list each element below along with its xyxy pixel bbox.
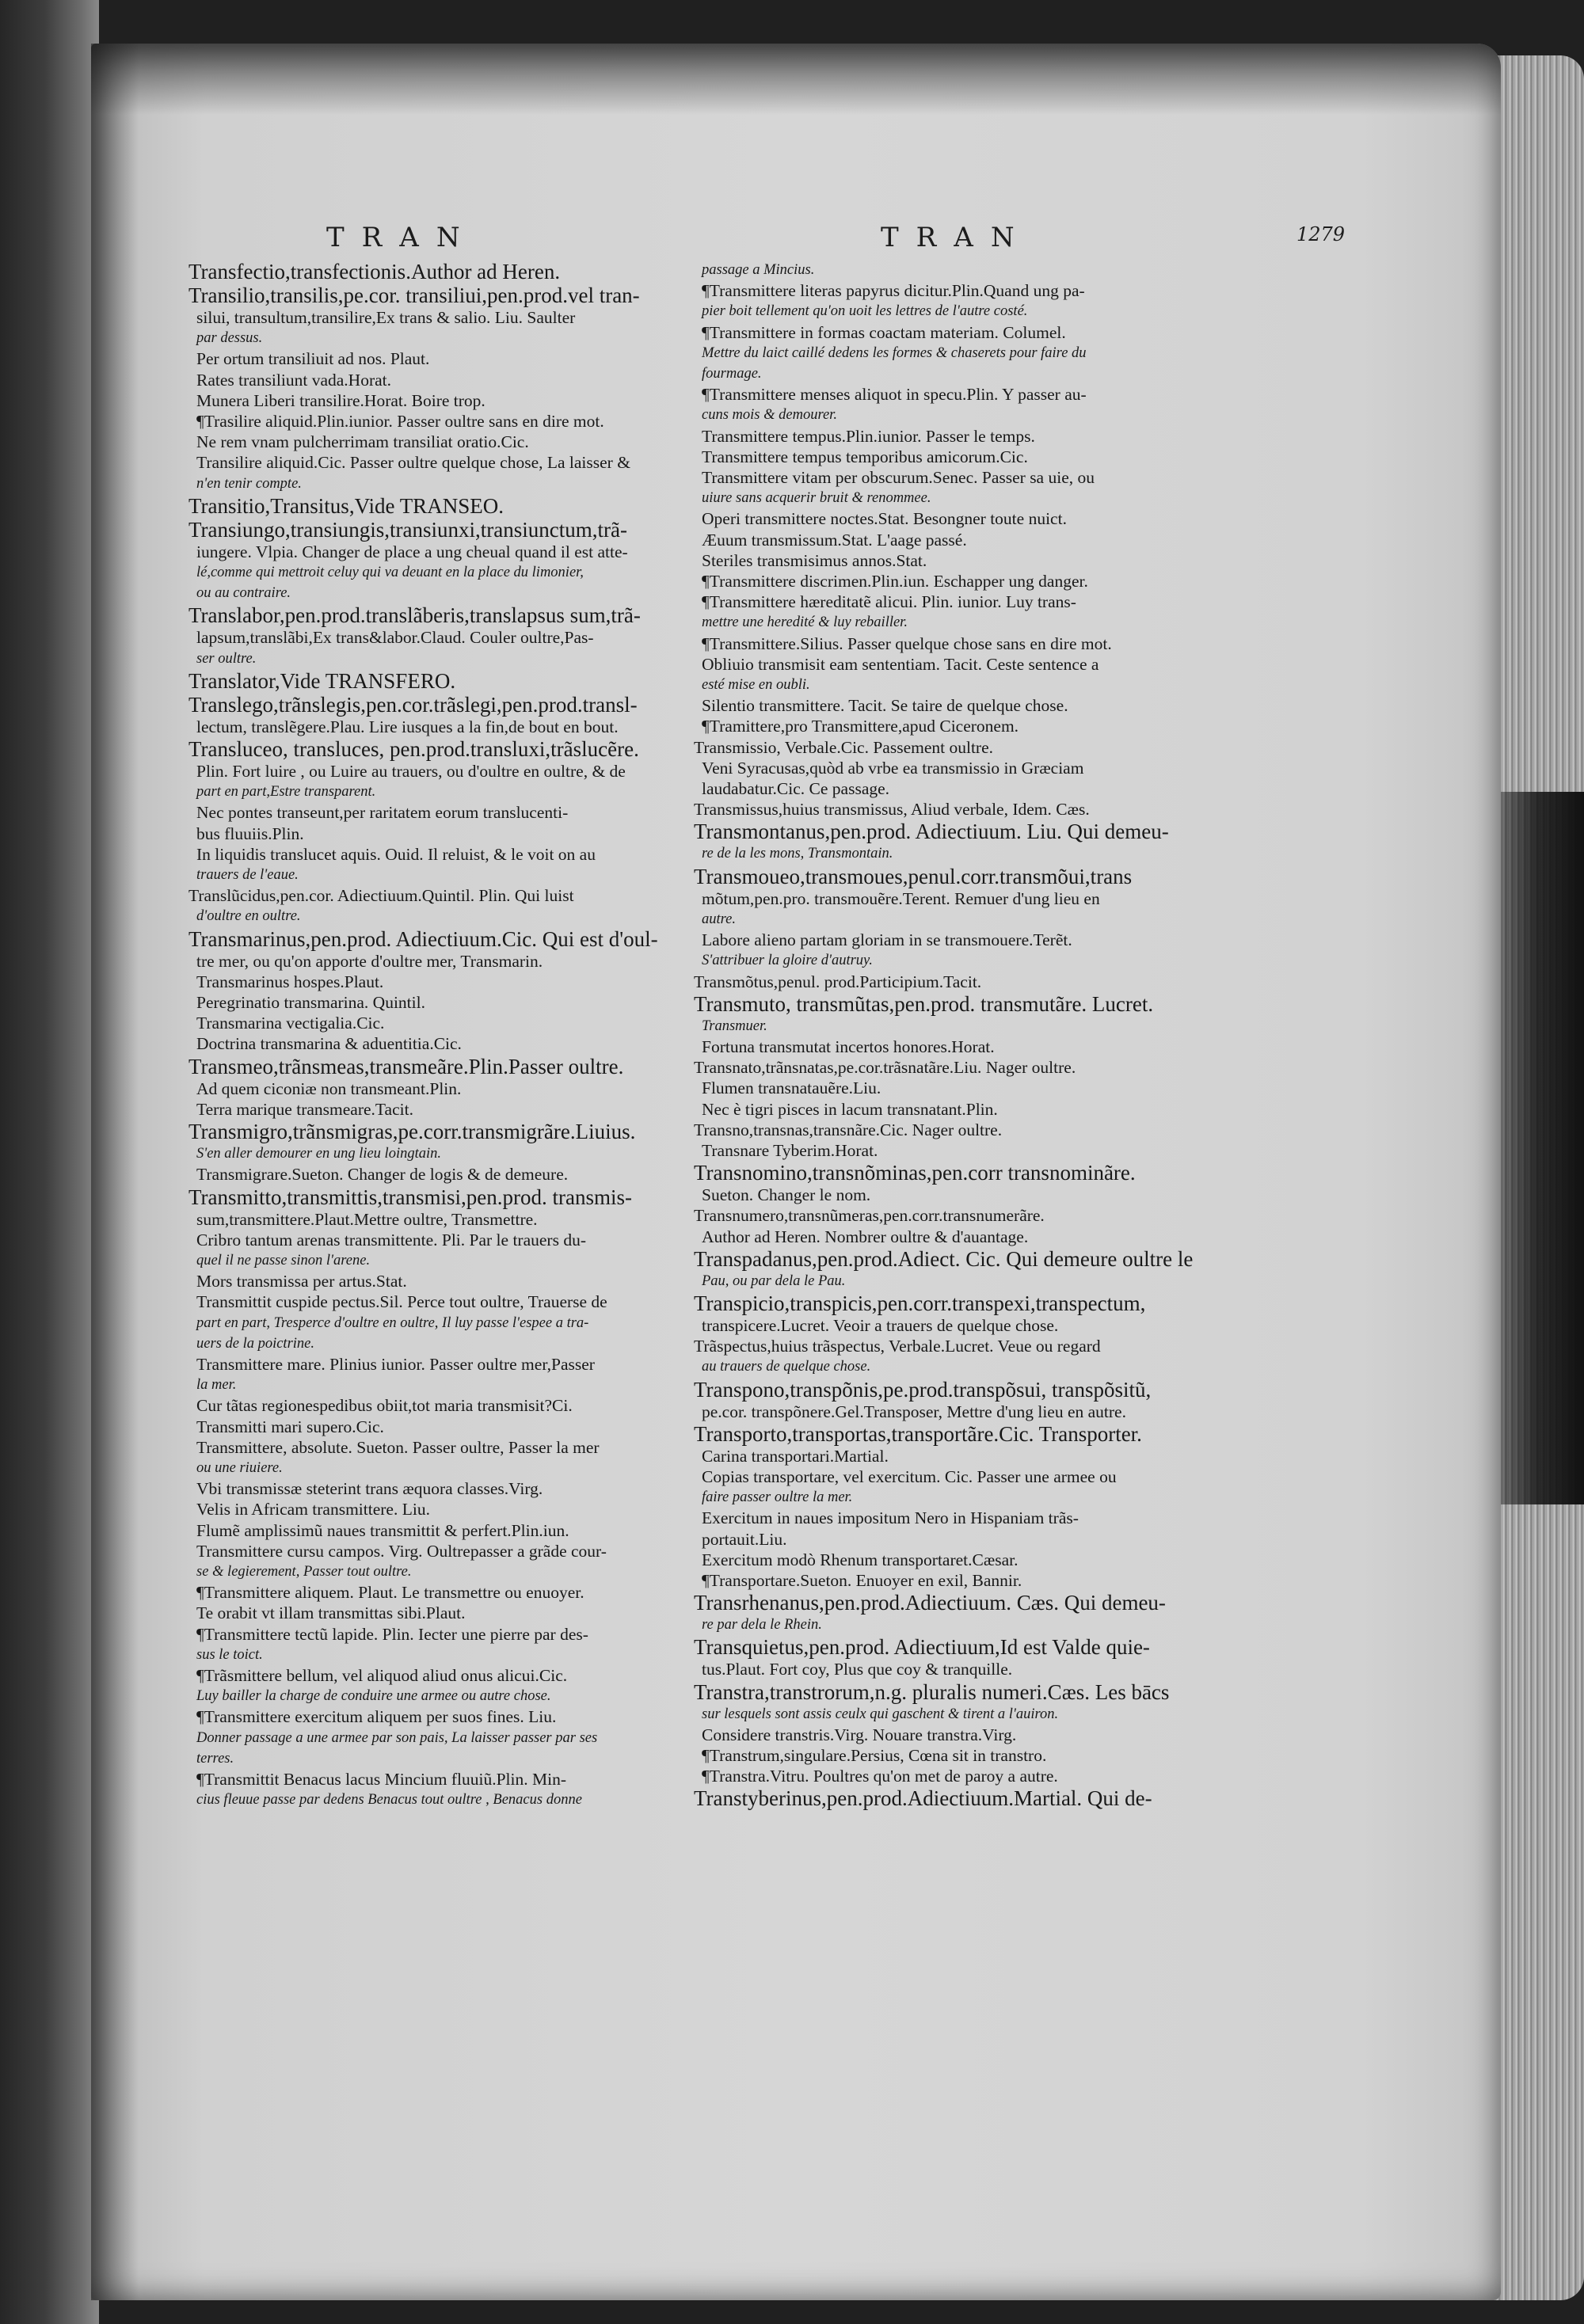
dictionary-line: esté mise en oubli.	[702, 677, 810, 694]
dictionary-line: bus fluuiis.Plin.	[196, 823, 304, 843]
dictionary-line: Cur tãtas regionespedibus obiit,tot maria transmisit?Ci.	[196, 1396, 573, 1416]
dictionary-line: Transrhenanus,pen.prod.Adiectiuum. Cæs. Qui demeu-	[694, 1591, 1166, 1615]
dictionary-line: Fortuna transmutat incertos honores.Horat.	[702, 1036, 995, 1056]
dictionary-line: Veni Syracusas,quòd ab vrbe ea transmissio in Græciam	[702, 758, 1084, 778]
dictionary-line: lé,comme qui mettroit celuy qui va deuant en la place du limonier,	[196, 565, 584, 581]
dictionary-line: Pau, ou par dela le Pau.	[702, 1272, 846, 1289]
dictionary-line: Transmittere vitam per obscurum.Senec. Passer sa uie, ou	[702, 468, 1095, 488]
running-head-left: TRAN	[326, 222, 478, 253]
dictionary-line: Trãspectus,huius trãspectus, Verbale.Lucret. Veue ou regard	[694, 1337, 1101, 1356]
dictionary-line: Transmarina vectigalia.Cic.	[196, 1014, 385, 1033]
dictionary-line: lapsum,translãbi,Ex trans&labor.Claud. Couler oultre,Pas-	[196, 628, 594, 648]
dictionary-line: Munera Liberi transilire.Horat. Boire trop.	[196, 390, 485, 410]
dictionary-line: Transtyberinus,pen.prod.Adiectiuum.Martial. Qui de-	[694, 1786, 1152, 1811]
dictionary-line: ¶Tramittere,pro Transmittere,apud Ciceronem.	[702, 717, 1019, 736]
dictionary-line: Velis in Africam transmittere. Liu.	[196, 1500, 430, 1520]
dictionary-line: Transnumero,transnũmeras,pen.corr.transnumerãre.	[694, 1206, 1045, 1226]
dictionary-line: Transmitto,transmittis,transmisi,pen.prod. transmis-	[188, 1185, 632, 1209]
dictionary-line: portauit.Liu.	[702, 1529, 787, 1549]
dictionary-line: Obliuio transmisit eam sententiam. Tacit. Ceste sentence a	[702, 654, 1099, 674]
dictionary-line: Transluceo, transluces, pen.prod.transluxi,trãslucẽre.	[188, 737, 639, 762]
dictionary-line: transpicere.Lucret. Veoir a trauers de quelque chose.	[702, 1315, 1059, 1335]
dictionary-line: Nec è tigri pisces in lacum transnatant.Plin.	[702, 1099, 998, 1119]
dictionary-line: Vbi transmissæ steterint trans æquora classes.Virg.	[196, 1479, 543, 1499]
dictionary-line: pier boit tellement qu'on uoit les lettres de l'autre costé.	[702, 303, 1028, 320]
dictionary-line: lectum, translẽgere.Plau. Lire iusques a la fin,de bout en bout.	[196, 717, 619, 736]
page-top-shadow	[91, 44, 1501, 115]
dictionary-line: uiure sans acquerir bruit & renommee.	[702, 490, 931, 507]
dictionary-line: ¶Transtrum,singulare.Persius, Cœna sit in transtro.	[702, 1745, 1047, 1765]
dictionary-line: Transtra,transtrorum,n.g. pluralis numeri.Cæs. Les bācs	[694, 1679, 1170, 1704]
dictionary-line: sum,transmittere.Plaut.Mettre oultre, Transmettre.	[196, 1209, 538, 1229]
dictionary-line: part en part, Trespercе d'oultre en oultre, Il luy passe l'espee a tra-	[196, 1314, 589, 1331]
dictionary-line: Transmittere tempus.Plin.iunior. Passer le temps.	[702, 426, 1035, 446]
dictionary-line: tus.Plaut. Fort coy, Plus que coy & tranquille.	[702, 1660, 1013, 1679]
dictionary-line: Rates transiliunt vada.Horat.	[196, 370, 391, 390]
dictionary-line: pe.cor. transpõnere.Gel.Transposer, Mettre d'ung lieu en autre.	[702, 1402, 1126, 1421]
dictionary-line: Ad quem ciconiæ non transmeant.Plin.	[196, 1078, 462, 1098]
dictionary-line: tre mer, ou qu'on apporte d'oultre mer, Transmarin.	[196, 951, 543, 971]
dictionary-line: iungere. Vlpia. Changer de place a ung cheual quand il est atte-	[196, 542, 628, 561]
dictionary-line: quel il ne passe sinon l'arene.	[196, 1252, 371, 1269]
dictionary-line: ou au contraire.	[196, 585, 291, 602]
dictionary-line: cius fleuue passe par dedens Benacus tout oultre , Benacus donne	[196, 1792, 582, 1809]
dictionary-line: ¶Trãsmittere bellum, vel aliquod aliud onus alicui.Cic.	[196, 1665, 568, 1685]
dictionary-line: Per ortum transiliuit ad nos. Plaut.	[196, 349, 430, 369]
dictionary-line: ¶Trasilire aliquid.Plin.iunior. Passer oultre sans en dire mot.	[196, 412, 604, 432]
dictionary-line: Transmuto, transmũtas,pen.prod. transmutãre. Lucret.	[694, 991, 1154, 1016]
dictionary-line: ¶Transmittit Benacus lacus Mincium fluuiũ.Plin. Min-	[196, 1769, 567, 1789]
dictionary-line: fourmage.	[702, 366, 762, 382]
dictionary-line: se & legierement, Passer tout oultre.	[196, 1563, 412, 1580]
dictionary-line: Transmittere cursu campos. Virg. Oultrepasser a grãde cour-	[196, 1541, 607, 1561]
dictionary-line: Silentio transmittere. Tacit. Se taire de quelque chose.	[702, 696, 1068, 716]
dictionary-line: trauers de l'eaue.	[196, 867, 299, 884]
dictionary-line: au trauers de quelque chose.	[702, 1359, 871, 1375]
dictionary-line: Doctrina transmarina & aduentitia.Cic.	[196, 1034, 462, 1054]
dictionary-line: Exercitum modò Rhenum transportaret.Cæsar.	[702, 1550, 1019, 1569]
dictionary-line: Considere transtris.Virg. Nouare transtra.Virg.	[702, 1725, 1017, 1744]
right-text-column	[694, 260, 1205, 1810]
dictionary-line: Translabor,pen.prod.translãberis,translapsus sum,trã-	[188, 603, 641, 628]
dictionary-line: laudabatur.Cic. Ce passage.	[702, 779, 890, 799]
dictionary-line: par dessus.	[196, 330, 263, 347]
dictionary-line: ¶Transmittere tectũ lapide. Plin. Iecter une pierre par des-	[196, 1624, 588, 1644]
dictionary-line: Mettre du laict caillé dedens les formes & chaserets pour faire du	[702, 344, 1087, 361]
dictionary-line: passage a Mincius.	[702, 262, 815, 278]
dictionary-line: Terra marique transmeare.Tacit.	[196, 1099, 413, 1119]
dictionary-line: ¶Transmittere discrimen.Plin.iun. Eschapper ung danger.	[702, 572, 1088, 591]
dictionary-line: Transmõtus,penul. prod.Participium.Tacit.	[694, 972, 982, 991]
dictionary-line: Nec pontes transeunt,per raritatem eorum translucenti-	[196, 803, 569, 823]
dictionary-line: Transilire aliquid.Cic. Passer oultre quelque chose, La laisser &	[196, 453, 630, 473]
dictionary-line: Transnare Tyberim.Horat.	[702, 1140, 878, 1160]
facing-page-edge	[0, 0, 99, 2324]
dictionary-line: Transpadanus,pen.prod.Adiect. Cic. Qui demeure oultre le	[694, 1246, 1194, 1271]
dictionary-line: Ne rem vnam pulcherrimam transiliat oratio.Cic.	[196, 432, 529, 452]
dictionary-line: Transiungo,transiungis,transiunxi,transiunctum,trã-	[188, 517, 627, 542]
dictionary-line: autre.	[702, 911, 736, 927]
dictionary-line: Transpicio,transpicis,pen.corr.transpexi,transpectum,	[694, 1291, 1146, 1315]
dictionary-line: ou une riuiere.	[196, 1459, 283, 1476]
running-head-right: TRAN	[881, 222, 1032, 253]
dictionary-line: S'en aller demourer en ung lieu loingtain.	[196, 1146, 441, 1162]
dictionary-line: Transilio,transilis,pe.cor. transiliui,pen.prod.vel tran-	[188, 283, 640, 307]
dictionary-line: Transquietus,pen.prod. Adiectiuum,Id est Valde quie-	[694, 1635, 1150, 1660]
dictionary-line: part en part,Estre transparent.	[196, 784, 376, 801]
dictionary-line: Transmissio, Verbale.Cic. Passement oultre.	[694, 737, 994, 757]
dictionary-line: n'en tenir compte.	[196, 475, 302, 492]
dictionary-line: ¶Transmittere aliquem. Plaut. Le transmettre ou enuoyer.	[196, 1583, 584, 1603]
dictionary-line: ¶Transmittere in formas coactam materiam. Columel.	[702, 322, 1066, 342]
dictionary-line: d'oultre en oultre.	[196, 908, 301, 925]
dictionary-line: sur lesquels sont assis ceulx qui gaschent & tirent a l'auiron.	[702, 1706, 1059, 1722]
dictionary-line: Operi transmittere noctes.Stat. Besongner toute nuict.	[702, 509, 1067, 529]
dictionary-line: Translego,trãnslegis,pen.cor.trãslegi,pen.prod.transl-	[188, 692, 638, 717]
dictionary-line: uers de la poictrine.	[196, 1335, 315, 1352]
dictionary-line: Plin. Fort luire , ou Luire au trauers, ou d'oultre en oultre, & de	[196, 762, 626, 782]
dictionary-line: Flumẽ amplissimũ naues transmittit & perfert.Plin.iun.	[196, 1520, 569, 1540]
dictionary-line: Æuum transmissum.Stat. L'aage passé.	[702, 530, 967, 550]
dictionary-line: la mer.	[196, 1377, 237, 1394]
dictionary-line: ¶Transmittere exercitum aliquem per suos fines. Liu.	[196, 1707, 557, 1727]
dictionary-line: Transmontanus,pen.prod. Adiectiuum. Liu. Qui demeu-	[694, 820, 1169, 844]
dictionary-line: Sueton. Changer le nom.	[702, 1185, 871, 1205]
dictionary-line: Transmitti mari supero.Cic.	[196, 1417, 384, 1436]
dictionary-line: mettre une heredité & luy rebailler.	[702, 614, 908, 631]
dictionary-line: Transmissus,huius transmissus, Aliud verbale, Idem. Cæs.	[694, 800, 1090, 820]
dictionary-line: Translator,Vide TRANSFERO.	[188, 668, 456, 693]
dictionary-line: In liquidis translucet aquis. Ouid. Il reluist, & le voit on au	[196, 844, 596, 864]
dictionary-line: re par dela le Rhein.	[702, 1617, 822, 1634]
dictionary-line: mõtum,pen.pro. transmouẽre.Terent. Remuer d'ung lieu en	[702, 888, 1100, 908]
dictionary-line: Transmuer.	[702, 1017, 767, 1034]
dictionary-line: ¶Transtra.Vitru. Poultres qu'on met de paroy a autre.	[702, 1767, 1058, 1786]
dictionary-line: Transmittere, absolute. Sueton. Passer oultre, Passer la mer	[196, 1437, 600, 1457]
dictionary-line: Flumen transnatauẽre.Liu.	[702, 1078, 881, 1098]
dictionary-line: Peregrinatio transmarina. Quintil.	[196, 993, 425, 1013]
dictionary-line: sus le toict.	[196, 1646, 263, 1663]
dictionary-line: Transmarinus hospes.Plaut.	[196, 972, 384, 991]
dictionary-line: Copias transportare, vel exercitum. Cic. Passer une armee ou	[702, 1466, 1117, 1486]
dictionary-line: Transmittere mare. Plinius iunior. Passer oultre mer,Passer	[196, 1354, 595, 1374]
dictionary-line: terres.	[196, 1750, 234, 1767]
dictionary-line: Steriles transmisimus annos.Stat.	[702, 550, 927, 570]
page-number: 1279	[1297, 223, 1346, 245]
dictionary-line: faire passer oultre la mer.	[702, 1489, 853, 1506]
dictionary-line: Transnato,trãnsnatas,pe.cor.trãsnatãre.Liu. Nager oultre.	[694, 1058, 1076, 1078]
dictionary-line: re de la les mons, Transmontain.	[702, 846, 893, 862]
dictionary-line: S'attribuer la gloire d'autruy.	[702, 953, 873, 969]
dictionary-line: Donner passage a une armee par son pais, La laisser passer par ses	[196, 1729, 598, 1746]
dictionary-line: Author ad Heren. Nombrer oultre & d'auantage.	[702, 1227, 1029, 1246]
dictionary-line: Mors transmissa per artus.Stat.	[196, 1272, 407, 1291]
dictionary-line: Transmittere tempus temporibus amicorum.Cic.	[702, 447, 1028, 466]
dictionary-line: Labore alieno partam gloriam in se transmouere.Terẽt.	[702, 930, 1072, 950]
dictionary-line: Cribro tantum arenas transmittente. Pli. Par le trauers du-	[196, 1230, 586, 1249]
dictionary-line: Transno,transnas,transnãre.Cic. Nager oultre.	[694, 1120, 1003, 1139]
dictionary-line: Transitio,Transitus,Vide TRANSEO.	[188, 493, 504, 518]
dictionary-line: ¶Transportare.Sueton. Enuoyer en exil, Bannir.	[702, 1570, 1022, 1590]
dictionary-line: ¶Transmittere literas papyrus dicitur.Plin.Quand ung pa-	[702, 281, 1085, 301]
dictionary-line: Translũcidus,pen.cor. Adiectiuum.Quintil. Plin. Qui luist	[188, 886, 574, 906]
dictionary-line: Transmigrare.Sueton. Changer de logis & de demeure.	[196, 1165, 569, 1185]
dictionary-line: cuns mois & demourer.	[702, 407, 837, 424]
left-text-column	[188, 260, 678, 1810]
dictionary-line: Carina transportari.Martial.	[702, 1446, 889, 1466]
dictionary-line: ¶Transmittere.Silius. Passer quelque chose sans en dire mot.	[702, 633, 1112, 653]
dictionary-line: Transmeo,trãnsmeas,transmeãre.Plin.Passer oultre.	[188, 1054, 624, 1078]
dictionary-line: ¶Transmittere hæreditatẽ alicui. Plin. iunior. Luy trans-	[702, 592, 1076, 612]
dictionary-line: Exercitum in naues impositum Nero in Hispaniam trãs-	[702, 1508, 1079, 1528]
dictionary-line: Transpono,transpõnis,pe.prod.transpõsui, transpõsitũ,	[694, 1377, 1152, 1402]
dictionary-line: Transmittit cuspide pectus.Sil. Perce tout oultre, Trauerse de	[196, 1292, 607, 1312]
dictionary-line: Te orabit vt illam transmittas sibi.Plaut.	[196, 1603, 466, 1623]
dictionary-line: Transmigro,trãnsmigras,pe.corr.transmigrãre.Liuius.	[188, 1120, 636, 1144]
dictionary-line: Luy bailler la charge de conduire une armee ou autre chose.	[196, 1688, 551, 1705]
dictionary-line: Transnomino,transnõminas,pen.corr transnominãre.	[694, 1161, 1136, 1185]
dictionary-line: Transmarinus,pen.prod. Adiectiuum.Cic. Qui est d'oul-	[188, 926, 658, 951]
dictionary-line: silui, transultum,transilire,Ex trans & salio. Liu. Saulter	[196, 308, 576, 327]
dictionary-line: ¶Transmittere menses aliquot in specu.Plin. Y passer au-	[702, 385, 1087, 405]
dictionary-line: ser oultre.	[196, 650, 257, 667]
page-gutter-shadow	[91, 44, 139, 2300]
dictionary-line: Transporto,transportas,transportãre.Cic. Transporter.	[694, 1421, 1142, 1446]
dictionary-line: Transmoueo,transmoues,penul.corr.transmõui,trans	[694, 864, 1133, 888]
dictionary-line: Transfectio,transfectionis.Author ad Heren.	[188, 260, 561, 283]
